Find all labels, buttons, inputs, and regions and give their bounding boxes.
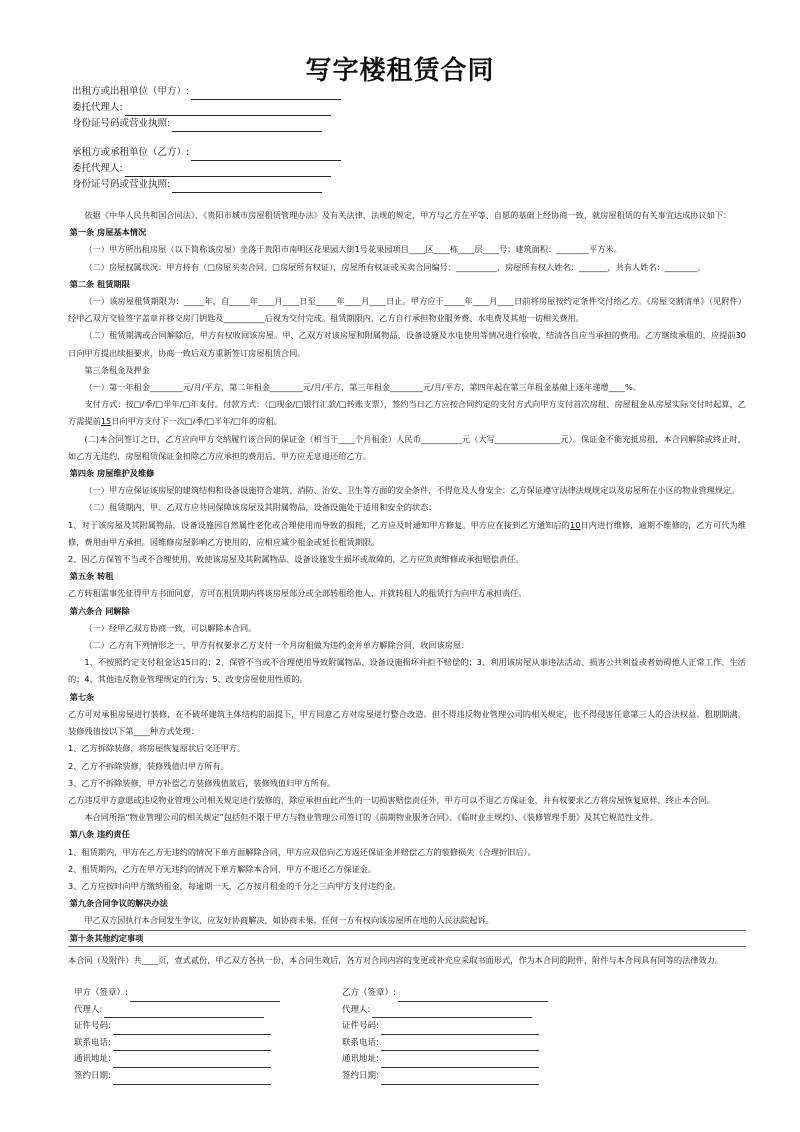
- sign-b-id-label: 证件号码:: [342, 1021, 379, 1032]
- article-5-p1: 乙方转租需事先征得甲方书面同意，方可在租赁期内将该房屋部分或全部转租给他人，并就转租人的租赁行为向甲方承担责任。: [68, 588, 527, 599]
- signature-block-b: [342, 985, 548, 1085]
- party-a-id-line[interactable]: [172, 120, 322, 132]
- article-4-heading: 第四条 房屋维护及维修: [69, 468, 155, 479]
- article-6-p3: 1、不按照约定支付租金达15日的；2、保管不当或不合理使用导致附属物品、设备设施损坏并拒不赔偿的；3、利用该房屋从事违法活动、损害公共利益或者妨碍他人正常工作、生活的；4、其他违反物业管理规定的行为；5、改变房屋使用性质的。: [68, 657, 746, 685]
- party-b-name-row: [72, 145, 341, 161]
- sign-b-agent-row: [342, 1002, 548, 1019]
- sign-b-phone-line[interactable]: [381, 1040, 539, 1051]
- article-8-p3: 3、乙方应按时向甲方缴纳租金，每逾期一天，乙方按月租金的千分之三向甲方支付违约金。: [68, 880, 401, 891]
- sign-b-agent-line[interactable]: [372, 1007, 532, 1018]
- sign-a-agent-line[interactable]: [104, 1007, 264, 1018]
- article-7-p2: 1、乙方拆除装修，将房屋恢复原状后交还甲方。: [68, 743, 246, 754]
- article-3-p2-part-a: 支付方式：按□/季/□半年/□年支付。付款方式：（□现金/□银行汇款/□转账支票），签约当日乙方应按合同约定的支付方式向甲方支付首次房租、房屋租金从房屋实际交付时起算，乙方需提前: [68, 399, 746, 427]
- party-b-id-line[interactable]: [172, 181, 322, 193]
- sign-b-id-line[interactable]: [381, 1024, 539, 1035]
- article-3-p3: (二)本合同签订之日，乙方应向甲方交纳履行该合同的保证金（相当于____个月租金）人民币__________元（大写________________元）。保证金不能充抵房租，本合同解除或终止时，如乙方无违约，房屋租赁保证金扣除乙方应承担的费用后，甲方应无息退还给乙方。: [68, 433, 746, 461]
- sign-a-phone-line[interactable]: [113, 1040, 271, 1051]
- article-7-p5: 乙方违反甲方意愿或违反物业管理公司相关规定进行装修的，除应承担由此产生的一切损害赔偿责任外，甲方可以不退乙方保证金，并有权要求乙方将房屋恢复原样，终止本合同。: [68, 794, 715, 805]
- sign-b-id-row: [342, 1018, 548, 1035]
- sign-b-phone-label: 联系电话:: [342, 1037, 379, 1048]
- sign-b-date-row: [342, 1068, 548, 1085]
- article-7-p4: 3、乙方不拆除装修，甲方补偿乙方装修残值款后，装修残值归甲方所有。: [68, 777, 336, 788]
- party-b-agent-row: [72, 161, 341, 177]
- sign-a-date-line[interactable]: [113, 1074, 271, 1085]
- article-7-heading: 第七条: [69, 691, 95, 702]
- article-4-p2: （二）租赁期内，甲、乙双方应共同保障该房屋及其附属物品，设备设施处于适用和安全的状态：: [84, 502, 437, 513]
- sign-b-phone-row: [342, 1035, 548, 1052]
- party-b-block: [72, 145, 341, 193]
- party-a-agent-label: 委托代理人:: [72, 102, 123, 113]
- closing-paragraph: 本合同（及附件）共____页，壹式贰份，甲乙双方各执一份，本合同生效后，各方对合同内容的变更或补充应采取书面形式，作为本合同的附件，附件与本合同具有同等的法律效力。: [68, 955, 724, 965]
- article-6-p1: （一）经甲乙双方协商一致，可以解除本合同。: [84, 622, 257, 633]
- intro-paragraph: 依据《中华人民共和国合同法》、《贵阳市城市房屋租赁管理办法》及有关法律、法规的规定，甲方与乙方在平等、自愿的基础上经协商一致，就房屋租赁的有关事宜达成协议如下：: [84, 210, 732, 220]
- article-6-p2: （二）乙方有下列情形之一，甲方有权要求乙方支付一个月房租做为违约金并单方解除合同，收回该房屋：: [84, 640, 470, 651]
- article-10-heading: 第十条其他约定事项: [69, 932, 144, 943]
- sign-a-phone-label: 联系电话:: [74, 1037, 111, 1048]
- article-4-p3: [68, 517, 746, 551]
- party-a-name-label: 出租方或出租单位（甲方）:: [72, 86, 190, 97]
- sign-a-id-label: 证件号码:: [74, 1021, 111, 1032]
- sign-b-date-label: 签约日期:: [342, 1070, 379, 1081]
- party-b-name-line[interactable]: [191, 149, 341, 161]
- article-8-p1: 1、租赁期内，甲方在乙方无违约的情况下单方面解除合同，甲方应双倍向乙方返还保证金并赔偿乙方的装修损失（合理折旧后）。: [68, 846, 536, 857]
- other-terms-line[interactable]: [68, 915, 746, 931]
- article-5-heading: 第五条 转租: [69, 571, 114, 582]
- sign-a-address-label: 通讯地址:: [74, 1054, 111, 1065]
- sign-b-address-label: 通讯地址:: [342, 1054, 379, 1065]
- article-1-heading: 第一条 房屋基本情况: [69, 227, 147, 238]
- sign-a-date-row: [74, 1068, 280, 1085]
- article-3-p1: （一）第一年租金________元/月/平方，第二年租金________元/月/平方，第三年租金________元/月/平方，第四年起在第三年租金基础上逐年递增____%。: [84, 382, 641, 393]
- party-a-name-line[interactable]: [191, 88, 341, 100]
- sign-a-address-row: [74, 1051, 280, 1068]
- document-title: 写字楼租赁合同: [305, 56, 495, 86]
- article-4-p3-part-a: 1、对于该房屋及其附属物品，设备设施因自然属性老化或合理使用而导致的损耗，乙方应及时通知甲方修复。甲方应在接到乙方通知后的: [68, 519, 570, 530]
- advance-days-value: 15: [100, 416, 112, 427]
- sign-b-date-line[interactable]: [381, 1074, 539, 1085]
- sign-b-party-row: [342, 985, 548, 1002]
- article-8-p2: 2、租赁期内，乙方在甲方无违约的情况下单方解除本合同，甲方不退还乙方保证金。: [68, 863, 377, 874]
- contract-body: [68, 207, 746, 947]
- article-7-p6: 本合同所指“物业管理公司的相关规定”包括但不限于甲方与物业管理公司签订的《前期物业服务合同》、《临时业主规约》、《装修管理手册》及其它规范性文件。: [84, 812, 658, 823]
- other-terms-lines: [68, 915, 746, 947]
- article-7-p1: 乙方可对承租房屋进行装修，在不破坏建筑主体结构的前提下，甲方同意乙方对房屋进行整合改造。但不得违反物业管理公司的相关规定，也不得侵害任意第三人的合法权益。租期期满，装修残值按以下第____种方式处理：: [68, 708, 746, 737]
- article-1-p2: （二）房屋权属状况：甲方持有（□房屋买卖合同、□房屋所有权证），房屋所有权证或买卖合同编号：__________，房屋所有权人姓名：_______，共有人姓名：________。: [84, 261, 706, 272]
- sign-a-party-row: [74, 985, 280, 1002]
- sign-a-phone-row: [74, 1035, 280, 1052]
- article-2-p2: （二）租赁期满或合同解除后，甲方有权收回该房屋。甲、乙双方对该房屋和附属物品、设备设施及水电使用等情况进行验收，结清各自应当承担的费用。乙方继续承租的，应提前30日向甲方提出续租要求，协商一致后双方重新签订房屋租赁合同。: [68, 330, 746, 358]
- article-3-heading: 第三条租金及押金: [84, 364, 150, 375]
- sign-a-id-row: [74, 1018, 280, 1035]
- sign-b-party-label: 乙方（签章）:: [342, 988, 396, 998]
- sign-a-id-line[interactable]: [113, 1024, 271, 1035]
- sign-b-address-line[interactable]: [381, 1057, 539, 1068]
- article-2-p1: （一）该房屋租赁期限为：_____年，自_____年____月____日至_____年____月____日止。甲方应于_____年____月____日前将房屋按约定条件交付给乙方。《房屋交割清单》（见附件）经甲乙双方交验签字盖章并移交房门钥匙及__________后视为交付完成。租赁期限内，乙方自行承担物业服务费、水电费及其他一切相关费用。: [68, 296, 746, 324]
- party-b-id-row: [72, 177, 341, 193]
- sign-a-party-line[interactable]: [130, 991, 280, 1002]
- party-b-agent-line[interactable]: [125, 165, 331, 177]
- sign-a-date-label: 签约日期:: [74, 1070, 111, 1081]
- sign-a-agent-label: 代理人:: [74, 1004, 103, 1015]
- party-b-name-label: 承租方或承租单位（乙方）:: [72, 147, 190, 158]
- party-a-id-row: [72, 116, 341, 132]
- party-a-block: [72, 84, 341, 132]
- article-4-p1: （一）甲方应保证该房屋的建筑结构和设备设施符合建筑、消防、治安、卫生等方面的安全条件，不得危及人身安全；乙方保证遵守法律法规规定以及房屋所在小区的物业管理规定。: [84, 485, 740, 496]
- party-a-agent-line[interactable]: [125, 104, 331, 116]
- sign-b-address-row: [342, 1051, 548, 1068]
- repair-days-value: 10: [570, 519, 581, 530]
- other-terms-line[interactable]: [68, 931, 746, 947]
- article-9-p1: 甲乙双方因执行本合同发生争议，应友好协商解决，如协商未果，任何一方有权向该房屋所在地的人民法院起诉。: [84, 915, 494, 926]
- signature-block-a: [74, 985, 280, 1085]
- party-b-id-label: 身份证号码或营业执照:: [72, 179, 171, 190]
- sign-a-agent-row: [74, 1002, 280, 1019]
- sign-a-address-line[interactable]: [113, 1057, 271, 1068]
- article-7-p3: 2、乙方不拆除装修，装修残值归甲方所有。: [68, 760, 229, 771]
- party-a-name-row: [72, 84, 341, 100]
- article-8-heading: 第八条 违约责任: [69, 829, 130, 840]
- article-9-heading: 第九条合同争议的解决办法: [69, 898, 168, 909]
- article-1-p1: （一）甲方所出租房屋（以下简称该房屋）坐落于贵阳市南明区花果园大街1号花果园项目____区____栋____层____号；建筑面积：________平方米。: [84, 244, 622, 255]
- article-6-heading: 第六条合 同解除: [69, 605, 130, 616]
- sign-b-party-line[interactable]: [398, 991, 548, 1002]
- party-a-id-label: 身份证号码或营业执照:: [72, 118, 171, 129]
- article-2-heading: 第二条 租赁期限: [69, 278, 130, 289]
- party-a-agent-row: [72, 100, 341, 116]
- party-b-agent-label: 委托代理人:: [72, 163, 123, 174]
- article-4-p4: 2、因乙方保管不当或不合理使用，致使该房屋及其附属物品、设备设施发生损坏或故障的，乙方应负责维修或承担赔偿责任。: [68, 554, 524, 565]
- article-3-p2-part-b: 日向甲方支付下一次□/季/□半年/□年的房租。: [111, 416, 282, 427]
- sign-b-agent-label: 代理人:: [342, 1004, 371, 1015]
- article-3-p2: [68, 396, 746, 430]
- sign-a-party-label: 甲方（签章）:: [74, 988, 128, 998]
- article-4-p3-part-b: 日内进行维修，逾期不维修的，乙方可代为维修，费用由甲方承担。因维修房屋影响乙方使用的，应相应减少租金或延长租赁期限。: [68, 519, 746, 547]
